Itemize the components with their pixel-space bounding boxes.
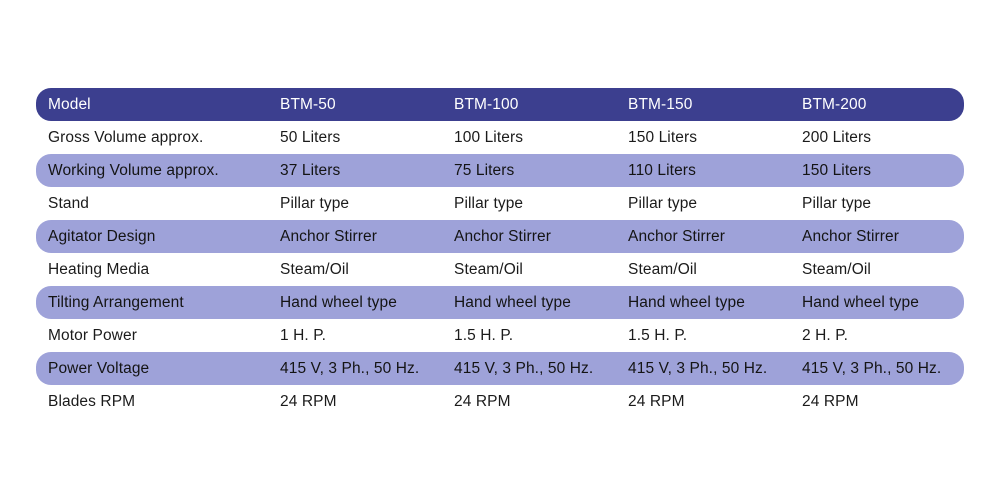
- column-header-btm-50: BTM-50: [268, 88, 442, 121]
- row-label: Power Voltage: [36, 352, 268, 385]
- row-value: Steam/Oil: [802, 260, 871, 278]
- row-value: 415 V, 3 Ph., 50 Hz.: [616, 352, 790, 385]
- row-value: Steam/Oil: [628, 260, 697, 278]
- row-label: Gross Volume approx.: [48, 128, 204, 146]
- row-value: 150 Liters: [628, 128, 698, 146]
- column-header-model: Model: [36, 88, 268, 121]
- row-value: Pillar type: [628, 194, 698, 212]
- row-value: Hand wheel type: [616, 286, 790, 319]
- row-value: 24 RPM: [280, 392, 337, 410]
- table-row: [36, 220, 964, 253]
- row-value: Steam/Oil: [280, 260, 349, 278]
- table-row: [36, 187, 964, 220]
- row-value: 110 Liters: [616, 154, 790, 187]
- row-value: Hand wheel type: [268, 286, 442, 319]
- row-value: 415 V, 3 Ph., 50 Hz.: [268, 352, 442, 385]
- row-value: 50 Liters: [280, 128, 341, 146]
- column-header-btm-100: BTM-100: [442, 88, 616, 121]
- row-value: 37 Liters: [268, 154, 442, 187]
- specifications-table: [36, 88, 964, 418]
- row-value: 1.5 H. P.: [628, 326, 688, 344]
- row-label: Heating Media: [48, 260, 150, 278]
- row-value: 75 Liters: [442, 154, 616, 187]
- row-value: 415 V, 3 Ph., 50 Hz.: [790, 352, 964, 385]
- row-value: Anchor Stirrer: [442, 220, 616, 253]
- row-value: 24 RPM: [802, 392, 859, 410]
- row-value: 2 H. P.: [802, 326, 849, 344]
- table-row: [36, 154, 964, 187]
- row-value: 1 H. P.: [280, 326, 327, 344]
- row-value: Hand wheel type: [442, 286, 616, 319]
- row-value: Anchor Stirrer: [268, 220, 442, 253]
- row-label: Motor Power: [48, 326, 137, 344]
- row-label: Blades RPM: [48, 392, 136, 410]
- column-header-btm-200: BTM-200: [790, 88, 964, 121]
- row-value: Pillar type: [802, 194, 872, 212]
- table-row: [36, 352, 964, 385]
- row-value: Hand wheel type: [790, 286, 964, 319]
- row-value: 200 Liters: [802, 128, 872, 146]
- table-row: [36, 286, 964, 319]
- row-value: 24 RPM: [454, 392, 511, 410]
- row-value: Anchor Stirrer: [790, 220, 964, 253]
- row-label: Stand: [48, 194, 90, 212]
- table-header-row: [36, 88, 964, 121]
- row-value: Steam/Oil: [454, 260, 523, 278]
- table-row: [36, 385, 964, 418]
- row-label: Tilting Arrangement: [36, 286, 268, 319]
- column-header-btm-150: BTM-150: [616, 88, 790, 121]
- row-label: Working Volume approx.: [36, 154, 268, 187]
- table-row: [36, 253, 964, 286]
- table-row: [36, 121, 964, 154]
- table-row: [36, 319, 964, 352]
- row-value: Anchor Stirrer: [616, 220, 790, 253]
- row-value: 1.5 H. P.: [454, 326, 514, 344]
- row-value: 415 V, 3 Ph., 50 Hz.: [442, 352, 616, 385]
- row-value: Pillar type: [280, 194, 350, 212]
- row-value: 24 RPM: [628, 392, 685, 410]
- row-value: 100 Liters: [454, 128, 524, 146]
- row-value: 150 Liters: [790, 154, 964, 187]
- row-label: Agitator Design: [36, 220, 268, 253]
- row-value: Pillar type: [454, 194, 524, 212]
